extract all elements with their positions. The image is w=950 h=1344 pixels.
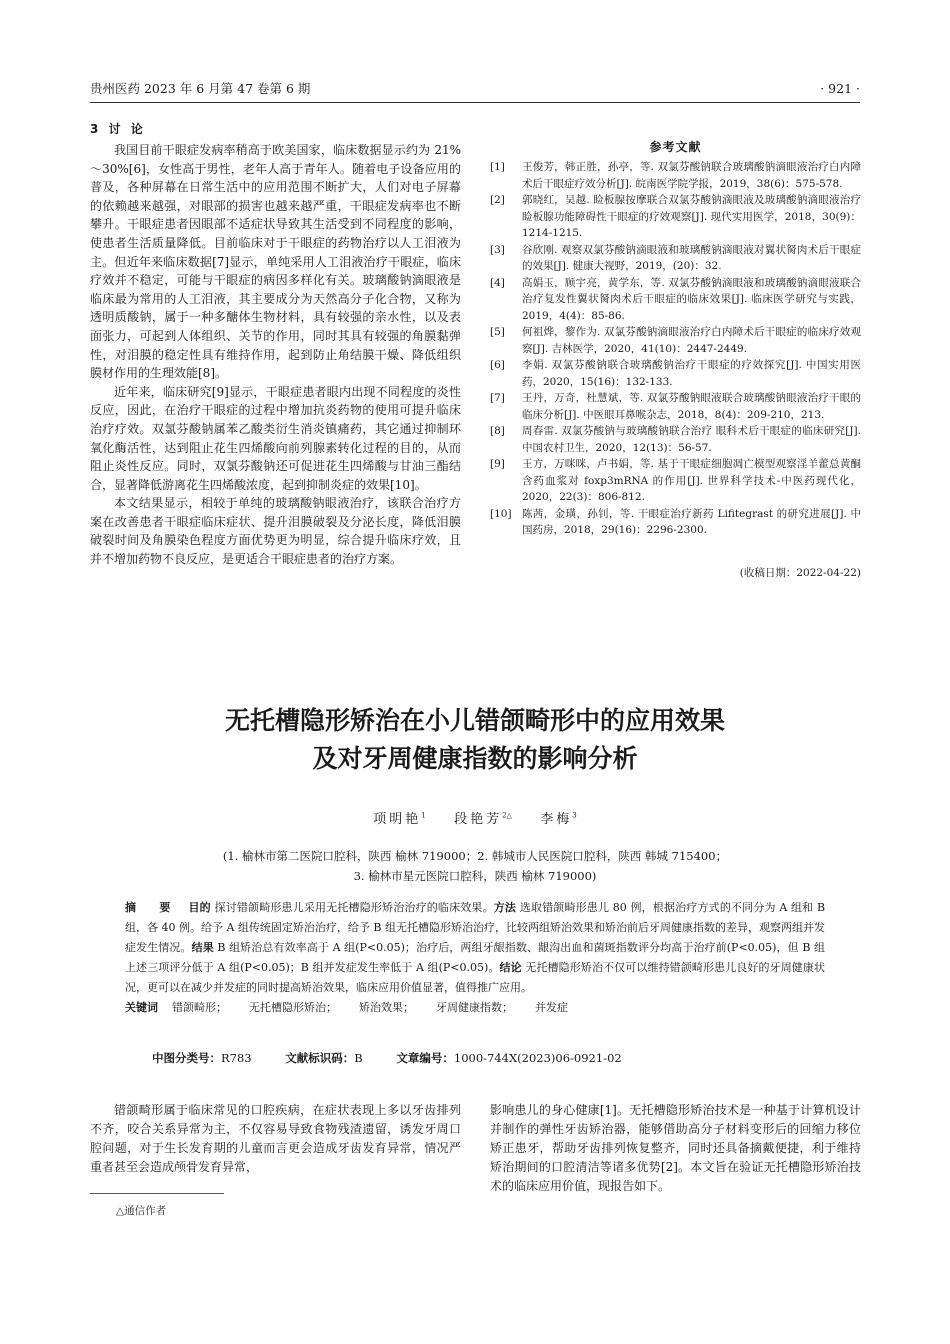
author-mark: 2△ (502, 811, 512, 820)
author-name: 段艳芳 (454, 812, 503, 827)
doc-code-label: 文献标识码： (285, 1051, 355, 1065)
intro-right-column (490, 1101, 861, 1196)
article-title (90, 702, 860, 778)
discussion-paragraph: 近年来，临床研究[9]显示，干眼症患者眼内出现不同程度的炎性反应，因此，在治疗干眼症的过程中增加抗炎药物的使用可提升临床治疗疗效。双氯芬酸钠属苯乙酸类衍生消炎镇痛药，其它通过抑制环氧化酶活性，达到阻止花生四烯酸向前列腺素转化过程的目的，从而阻止炎性反应。同时，双氯芬酸钠还可促进花生四烯酸与甘油三酯结合，显著降低游离花生四烯酸浓度，起到抑制炎症的效果[10]。 (90, 384, 461, 492)
keywords-label: 关键词 (125, 1001, 158, 1014)
reference-text: 郭晓红，吴越. 睑板腺按摩联合双氯芬酸钠滴眼液及玻璃酸钠滴眼液治疗睑板腺功能障碍性干眼症的疗效观察[J]. 现代实用医学，2018，30(9)：1214-1215. (522, 194, 861, 239)
reference-text: 何祖烨，黎作为. 双氯芬酸钠滴眼液治疗白内障术后干眼症的临床疗效观察[J]. 吉林医学，2020，41(10)：2447-2449. (522, 326, 861, 355)
header-rule (90, 102, 860, 103)
reference-item (490, 242, 861, 275)
results-text: B 组矫治总有效率高于 A 组(P<0.05)；治疗后，两组牙龈指数、龈沟出血和菌斑指数评分均高于治疗前(P<0.05)，但 B 组上述三项评分低于 A 组(P<0.05)；B 组并发症发生率低于 A 组(P<0.05)。 (125, 941, 826, 974)
conclusion-label: 结论 (499, 961, 522, 974)
reference-number: [5] (490, 326, 505, 338)
author-name: 项明艳 (373, 812, 422, 827)
doc-code-value: B (354, 1051, 363, 1065)
abstract-label: 摘 要 (125, 901, 177, 914)
keyword: 并发症 (535, 1001, 568, 1014)
reference-item (490, 192, 861, 242)
reference-number: [1] (490, 161, 505, 173)
reference-text: 高娟玉，顾宇亮，黄学东，等. 双氯芬酸钠滴眼液和玻璃酸钠滴眼液联合治疗复发性翼状胬肉术后干眼症的临床效果[J]. 临床医学研究与实践，2019，4(4)：85-86. (522, 276, 861, 322)
author-name: 李梅 (540, 812, 573, 827)
abstract-text (125, 898, 825, 998)
references-section (490, 138, 861, 580)
reference-text: 谷欣刚. 观察双氯芬酸钠滴眼液和玻璃酸钠滴眼液对翼状胬肉术后干眼症的效果[J]. 健康大视野，2019，(20)：32. (522, 243, 861, 272)
clc-label: 中图分类号： (152, 1051, 221, 1065)
reference-item (490, 159, 861, 192)
objective-label: 目的 (188, 901, 211, 914)
references-heading: 参考文献 (649, 140, 702, 154)
footnote-rule (90, 1193, 224, 1194)
classification-row (152, 1050, 852, 1066)
footnote: △通信作者 (116, 1205, 167, 1217)
keyword: 错颌畸形； (172, 1001, 227, 1014)
keyword: 牙周健康指数； (436, 1001, 513, 1014)
methods-text: 选取错颌畸形患儿 80 例，根据治疗方式的不同分为 A 组和 B 组，各 40 例。给予 A 组传统固定矫治治疗，给予 B 组无托槽隐形矫治治疗，比较两组矫治效果和矫治前后牙周健康指数的差异，观察两组并发症发生情况。 (125, 901, 826, 954)
page-number: · 921 · (820, 80, 860, 96)
reference-item (490, 275, 861, 325)
clc-value: R783 (221, 1051, 252, 1065)
journal-info: 贵州医药 2023 年 6 月第 47 卷第 6 期 (90, 81, 311, 96)
title-line: 及对牙周健康指数的影响分析 (312, 744, 638, 773)
intro-left-column (90, 1101, 461, 1177)
conclusion-text: 无托槽隐形矫治不仅可以维持错颌畸形患儿良好的牙周健康状况，更可以在减少并发症的同时提高矫治效果，临床应用价值显著，值得推广应用。 (125, 961, 826, 994)
discussion-section (90, 120, 461, 569)
reference-number: [9] (490, 458, 505, 470)
reference-text: 陈茜，金璜，孙钊，等. 干眼症治疗新药 Lifitegrast 的研究进展[J]. 中国药房，2018，29(16)：2296-2300. (522, 507, 861, 536)
keyword: 无托槽隐形矫治； (249, 1001, 337, 1014)
received-date: (收稿日期：2022-04-22) (739, 566, 861, 579)
reference-number: [7] (490, 392, 505, 404)
discussion-paragraph: 本文结果显示，相较于单纯的玻璃酸钠眼液治疗，该联合治疗方案在改善患者干眼症临床症状、提升泪膜破裂及分泌长度，降低泪膜破裂时间及角膜染色程度方面优势更为明显，综合提升临床疗效，且并不增加药物不良反应，是更适合干眼症患者的治疗方案。 (90, 496, 461, 567)
reference-item (490, 506, 861, 539)
title-line: 无托槽隐形矫治在小儿错颌畸形中的应用效果 (224, 706, 725, 735)
author-mark: 1 (421, 811, 426, 820)
affiliation-line: 3. 榆林市星元医院口腔科，陕西 榆林 719000) (353, 869, 597, 883)
reference-text: 王方，万咪咪，卢书娟，等. 基于干眼症细胞凋亡模型观察淫羊藿总黄酮含药血浆对 foxp3mRNA 的作用[J]. 世界科学技术-中医药现代化，2020，22(3)：806-812. (522, 458, 861, 503)
running-header (90, 78, 860, 98)
keywords (125, 998, 825, 1018)
results-label: 结果 (191, 941, 214, 954)
reference-text: 李娟. 双氯芬酸钠联合玻璃酸钠治疗干眼症的疗效探究[J]. 中国实用医药，2020，15(16)：132-133. (522, 359, 861, 388)
methods-label: 方法 (493, 901, 517, 914)
reference-number: [6] (490, 359, 505, 371)
reference-number: [8] (490, 425, 505, 437)
reference-item (490, 456, 861, 506)
reference-text: 王丹，万奇，杜慧斌，等. 双氯芬酸钠眼液联合玻璃酸钠眼液治疗干眼的临床分析[J]. 中医眼耳鼻喉杂志，2018，8(4)：209-210，213. (522, 392, 861, 421)
author-list (90, 808, 860, 827)
section-heading: 3 讨 论 (90, 122, 146, 136)
reference-item (490, 357, 861, 390)
reference-text: 周春雷. 双氯芬酸钠与玻璃酸钠联合治疗 眼科术后干眼症的临床研究[J]. 中国农村卫生，2020，12(13)：56-57. (522, 425, 861, 454)
objective-text: 探讨错颌畸形患儿采用无托槽隐形矫治治疗的临床效果。 (214, 901, 494, 914)
intro-paragraph: 影响患儿的身心健康[1]。无托槽隐形矫治技术是一种基于计算机设计并制作的弹性牙齿矫治器，能够借助高分子材料变形后的回缩力移位矫正患牙，帮助牙齿排列恢复整齐，同时还具备摘戴便捷，利于维持矫治期间的口腔清洁等诸多优势[2]。本文旨在验证无托槽隐形矫治技术的临床应用价值，现报告如下。 (490, 1103, 861, 1193)
reference-item (490, 423, 861, 456)
article-no-label: 文章编号： (396, 1051, 454, 1065)
reference-list (490, 159, 861, 539)
reference-number: [10] (490, 507, 512, 520)
abstract (125, 898, 825, 1018)
reference-number: [3] (490, 243, 505, 256)
intro-paragraph: 错颌畸形属于临床常见的口腔疾病，在症状表现上多以牙齿排列不齐，咬合关系异常为主，不仅容易导致食物残渣遗留，诱发牙周口腔问题，对于生长发育期的儿童而言更会造成牙齿发育异常，情况严重者甚至会造成颅骨发育异常， (90, 1103, 461, 1174)
affiliation-line: (1. 榆林市第二医院口腔科，陕西 榆林 719000；2. 韩城市人民医院口腔科，陕西 韩城 715400； (222, 849, 728, 863)
reference-number: [2] (490, 194, 505, 206)
reference-item (490, 390, 861, 423)
article-no-value: 1000-744X(2023)06-0921-02 (453, 1051, 622, 1065)
keyword: 矫治效果； (359, 1001, 414, 1014)
discussion-paragraph: 我国目前干眼症发病率稍高于欧美国家，临床数据显示约为 21%～30%[6]，女性高于男性，老年人高于青年人。随着电子设备应用的普及，各种屏幕在日常生活中的应用范围不断扩大，人们对电子屏幕的依赖越来越强，对眼部的损害也越来越严重，干眼症发病率也不断攀升。干眼症患者因眼部不适症状导致其生活受到不同程度的影响，使患者生活质量降低。目前临床对于干眼症的药物治疗以人工泪液为主。但近年来临床数据[7]显示，单纯采用人工泪液治疗干眼症，临床疗效并不稳定，可能与干眼症的病因多样化有关。玻璃酸钠滴眼液是临床最为常用的人工泪液，其主要成分为天然高分子化合物，又称为透明质酸钠，属于一种多醣体生物材料，具有较强的亲水性，以及表面张力，可起到人体组织、关节的作用，同时其具有较强的角膜黏弹性，对泪膜的稳定性具有维持作用，起到防止角结膜干燥、降低组织膜材作用的生理效能[8]。 (90, 143, 461, 381)
reference-number: [4] (490, 276, 505, 289)
author-mark: 3 (572, 811, 577, 820)
reference-text: 王俊芳，韩正胜，孙亭，等. 双氯芬酸钠联合玻璃酸钠滴眼液治疗白内障术后干眼症疗效分析[J]. 皖南医学院学报，2019，38(6)：575-578. (522, 161, 861, 190)
affiliations (90, 846, 860, 886)
reference-item (490, 324, 861, 357)
